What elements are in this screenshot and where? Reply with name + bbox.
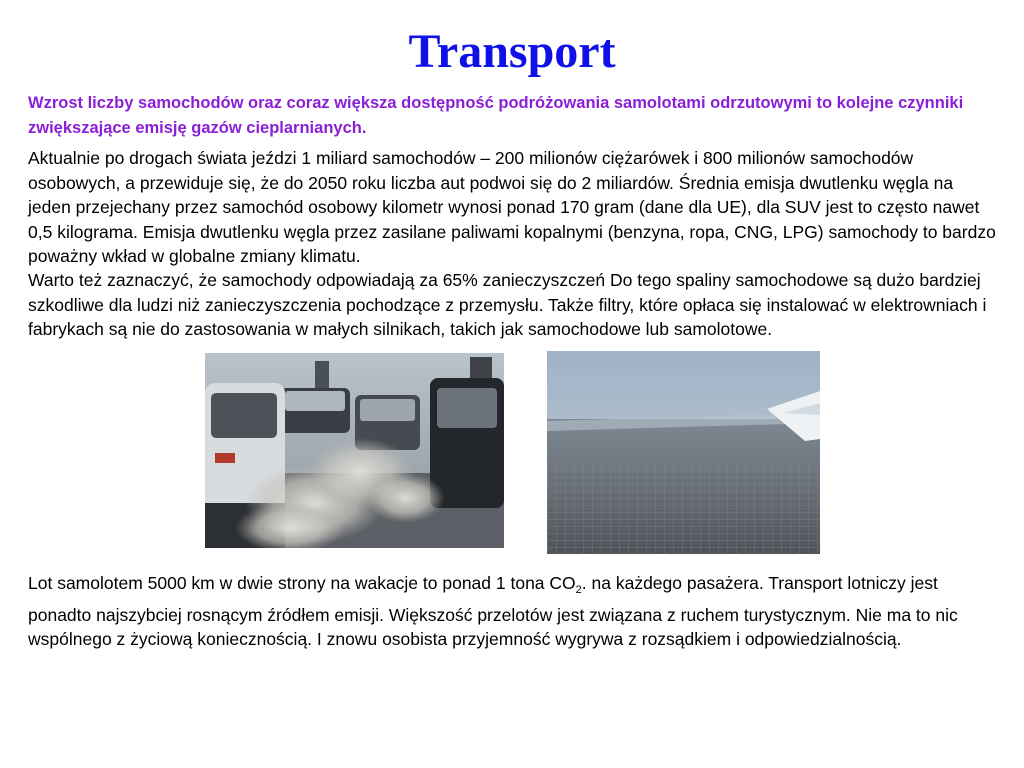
traffic-exhaust-photo	[205, 353, 504, 548]
co2-subscript: 2	[575, 584, 582, 596]
flight-text-end: . na każdego pasażera. Transport lotniczy jest ponadto najszybciej rosnącym źródłem emisji. Większość przelotów jest związana z ruchem turystycznym. Nie ma to nic wspólnego z życiową koniecznością. I znowu osobista przyjemność wygrywa z rozsądkiem i odpowiedzialnością.	[28, 573, 958, 649]
flight-text-start: Lot samolotem 5000 km w dwie strony na wakacje to ponad 1 tona CO	[28, 573, 576, 593]
paragraph-cars-pollution: Warto też zaznaczyć, że samochody odpowiadają za 65% zanieczyszczeń Do tego spaliny samochodowe są dużo bardziej szkodliwe dla ludzi niż zanieczyszczenia pochodzące z przemysłu. Także filtry, które opłaca się instalować w elektrowniach i fabrykach są nie do zastosowania w małych silnikach, takich jak samochodowe lub samolotowe.	[28, 270, 987, 339]
lead-paragraph: Wzrost liczby samochodów oraz coraz większa dostępność podróżowania samolotami odrzutowymi to kolejne czynniki zwiększające emisję gazów cieplarnianych.	[28, 94, 964, 137]
paragraph-flights	[28, 571, 1000, 652]
paragraph-cars-emission: Aktualnie po drogach świata jeździ 1 miliard samochodów – 200 milionów ciężarówek i 800 milionów samochodów osobowych, a przewiduje się, że do 2050 roku liczba aut podwoi się do 2 miliardów. Średnia emisja dwutlenku węgla na jeden przejechany przez samochód osobowy kilometr wynosi ponad 170 gram (dane dla UE), dla SUV jest to często nawet 0,5 kilograma. Emisja dwutlenku węgla przez zasilane paliwami kopalnymi (benzyna, ropa, CNG, LPG) samochody to bardzo poważny wkład w globalne zmiany klimatu.	[28, 148, 996, 266]
slide-title: Transport	[408, 25, 616, 78]
aerial-city-photo	[547, 351, 820, 554]
